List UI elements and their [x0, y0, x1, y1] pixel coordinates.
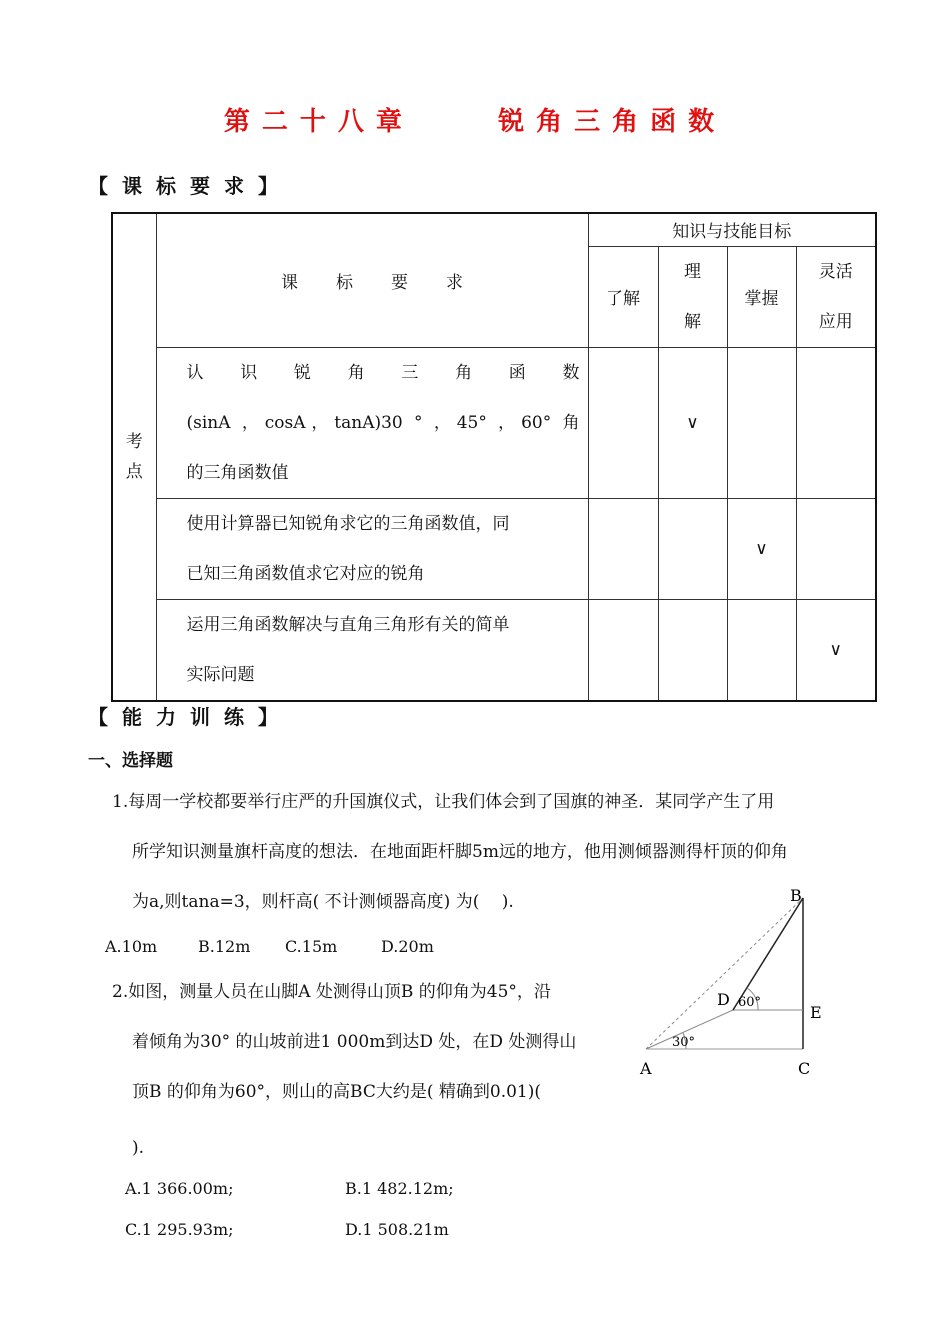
- row3-cell-comprehend: [658, 599, 727, 701]
- row1-cell-apply: [796, 347, 876, 498]
- row2-text: [156, 498, 588, 599]
- label-d: D: [717, 990, 730, 1009]
- q1-option-c[interactable]: C.15m: [285, 937, 338, 956]
- q2-line1: 2.如图，测量人员在山脚A 处测得山顶B 的仰角为45°，沿: [112, 982, 551, 1002]
- level-apply-cell: [796, 246, 876, 347]
- row3-line2: 实际问题: [186, 664, 255, 685]
- label-a: A: [640, 1059, 652, 1078]
- row3-text: [156, 599, 588, 701]
- row1-cell-master: [727, 347, 796, 498]
- curriculum-table: [111, 212, 877, 702]
- q1-option-d[interactable]: D.20m: [381, 937, 434, 956]
- question-2: [112, 967, 612, 1173]
- level-comprehend-cell: [658, 246, 727, 347]
- row3-cell-master: [727, 599, 796, 701]
- q1-line3: 为a,则tana=3，则杆高( 不计测倾器高度) 为( ).: [132, 892, 514, 912]
- row2-check: ∨: [727, 498, 796, 599]
- row1-cell-basic: [588, 347, 658, 498]
- label-e: E: [810, 1003, 822, 1022]
- row2-line2: 已知三角函数值求它对应的锐角: [186, 563, 425, 584]
- row1-text: [156, 347, 588, 498]
- angle-label-60: 60°: [738, 995, 762, 1010]
- level-understand-basic: 了解: [588, 246, 658, 347]
- level-comprehend: 理解: [684, 261, 701, 332]
- page-title: 第二十八章 锐角三角函数: [223, 107, 727, 137]
- angle-label-30: 30°: [672, 1035, 696, 1050]
- part-heading-choice: 一、选择题: [88, 751, 173, 771]
- goal-header: 知识与技能目标: [588, 213, 876, 246]
- q2-option-d[interactable]: D.1 508.21m: [345, 1220, 449, 1239]
- q1-line1: 1.每周一学校都要举行庄严的升国旗仪式，让我们体会到了国旗的神圣．某同学产生了用: [112, 792, 775, 812]
- section-heading-curriculum: 【课标要求】: [88, 174, 292, 198]
- line-db: [733, 898, 803, 1010]
- q2-line3: 顶B 的仰角为60°，则山的高BC大约是( 精确到0.01)(: [132, 1082, 541, 1102]
- q1-option-a[interactable]: A.10m: [105, 937, 158, 956]
- section-heading-training: 【能力训练】: [88, 705, 292, 729]
- row2-cell-comprehend: [658, 498, 727, 599]
- label-b: B: [790, 886, 802, 905]
- row1-check: ∨: [658, 347, 727, 498]
- q2-option-b[interactable]: B.1 482.12m;: [345, 1179, 454, 1198]
- table-row: [112, 347, 876, 498]
- table-row: [112, 498, 876, 599]
- level-master: 掌握: [727, 246, 796, 347]
- q1-line2: 所学知识测量旗杆高度的想法．在地面距杆脚5m远的地方，他用测倾器测得杆顶的仰角: [132, 842, 788, 862]
- kaodian-label: 考点: [125, 431, 143, 482]
- mountain-figure: [630, 880, 830, 1080]
- row1-line2: (sinA ，cosA，tanA)30 ° ，45° ，60° 角: [186, 412, 580, 433]
- kaodian-cell: [112, 213, 156, 701]
- requirement-header: 课标要求: [156, 213, 588, 347]
- line-ab-dashed: [646, 898, 803, 1049]
- q1-option-b[interactable]: B.12m: [198, 937, 251, 956]
- row2-cell-apply: [796, 498, 876, 599]
- table-row: [112, 599, 876, 701]
- row2-line1: 使用计算器已知锐角求它的三角函数值，同: [186, 513, 510, 534]
- q2-line4: ).: [132, 1138, 145, 1158]
- row2-cell-basic: [588, 498, 658, 599]
- label-c: C: [798, 1059, 811, 1078]
- row3-check: ∨: [796, 599, 876, 701]
- row1-line1: 认识锐角三角函数: [186, 362, 580, 383]
- row1-line3: 的三角函数值: [186, 462, 289, 483]
- row3-line1: 运用三角函数解决与直角三角形有关的简单: [186, 614, 510, 635]
- level-apply: 灵活应用: [818, 261, 853, 332]
- q2-option-a[interactable]: A.1 366.00m;: [125, 1179, 234, 1198]
- q2-line2: 着倾角为30° 的山坡前进1 000m到达D 处，在D 处测得山: [132, 1032, 577, 1052]
- row3-cell-basic: [588, 599, 658, 701]
- q2-option-c[interactable]: C.1 295.93m;: [125, 1220, 234, 1239]
